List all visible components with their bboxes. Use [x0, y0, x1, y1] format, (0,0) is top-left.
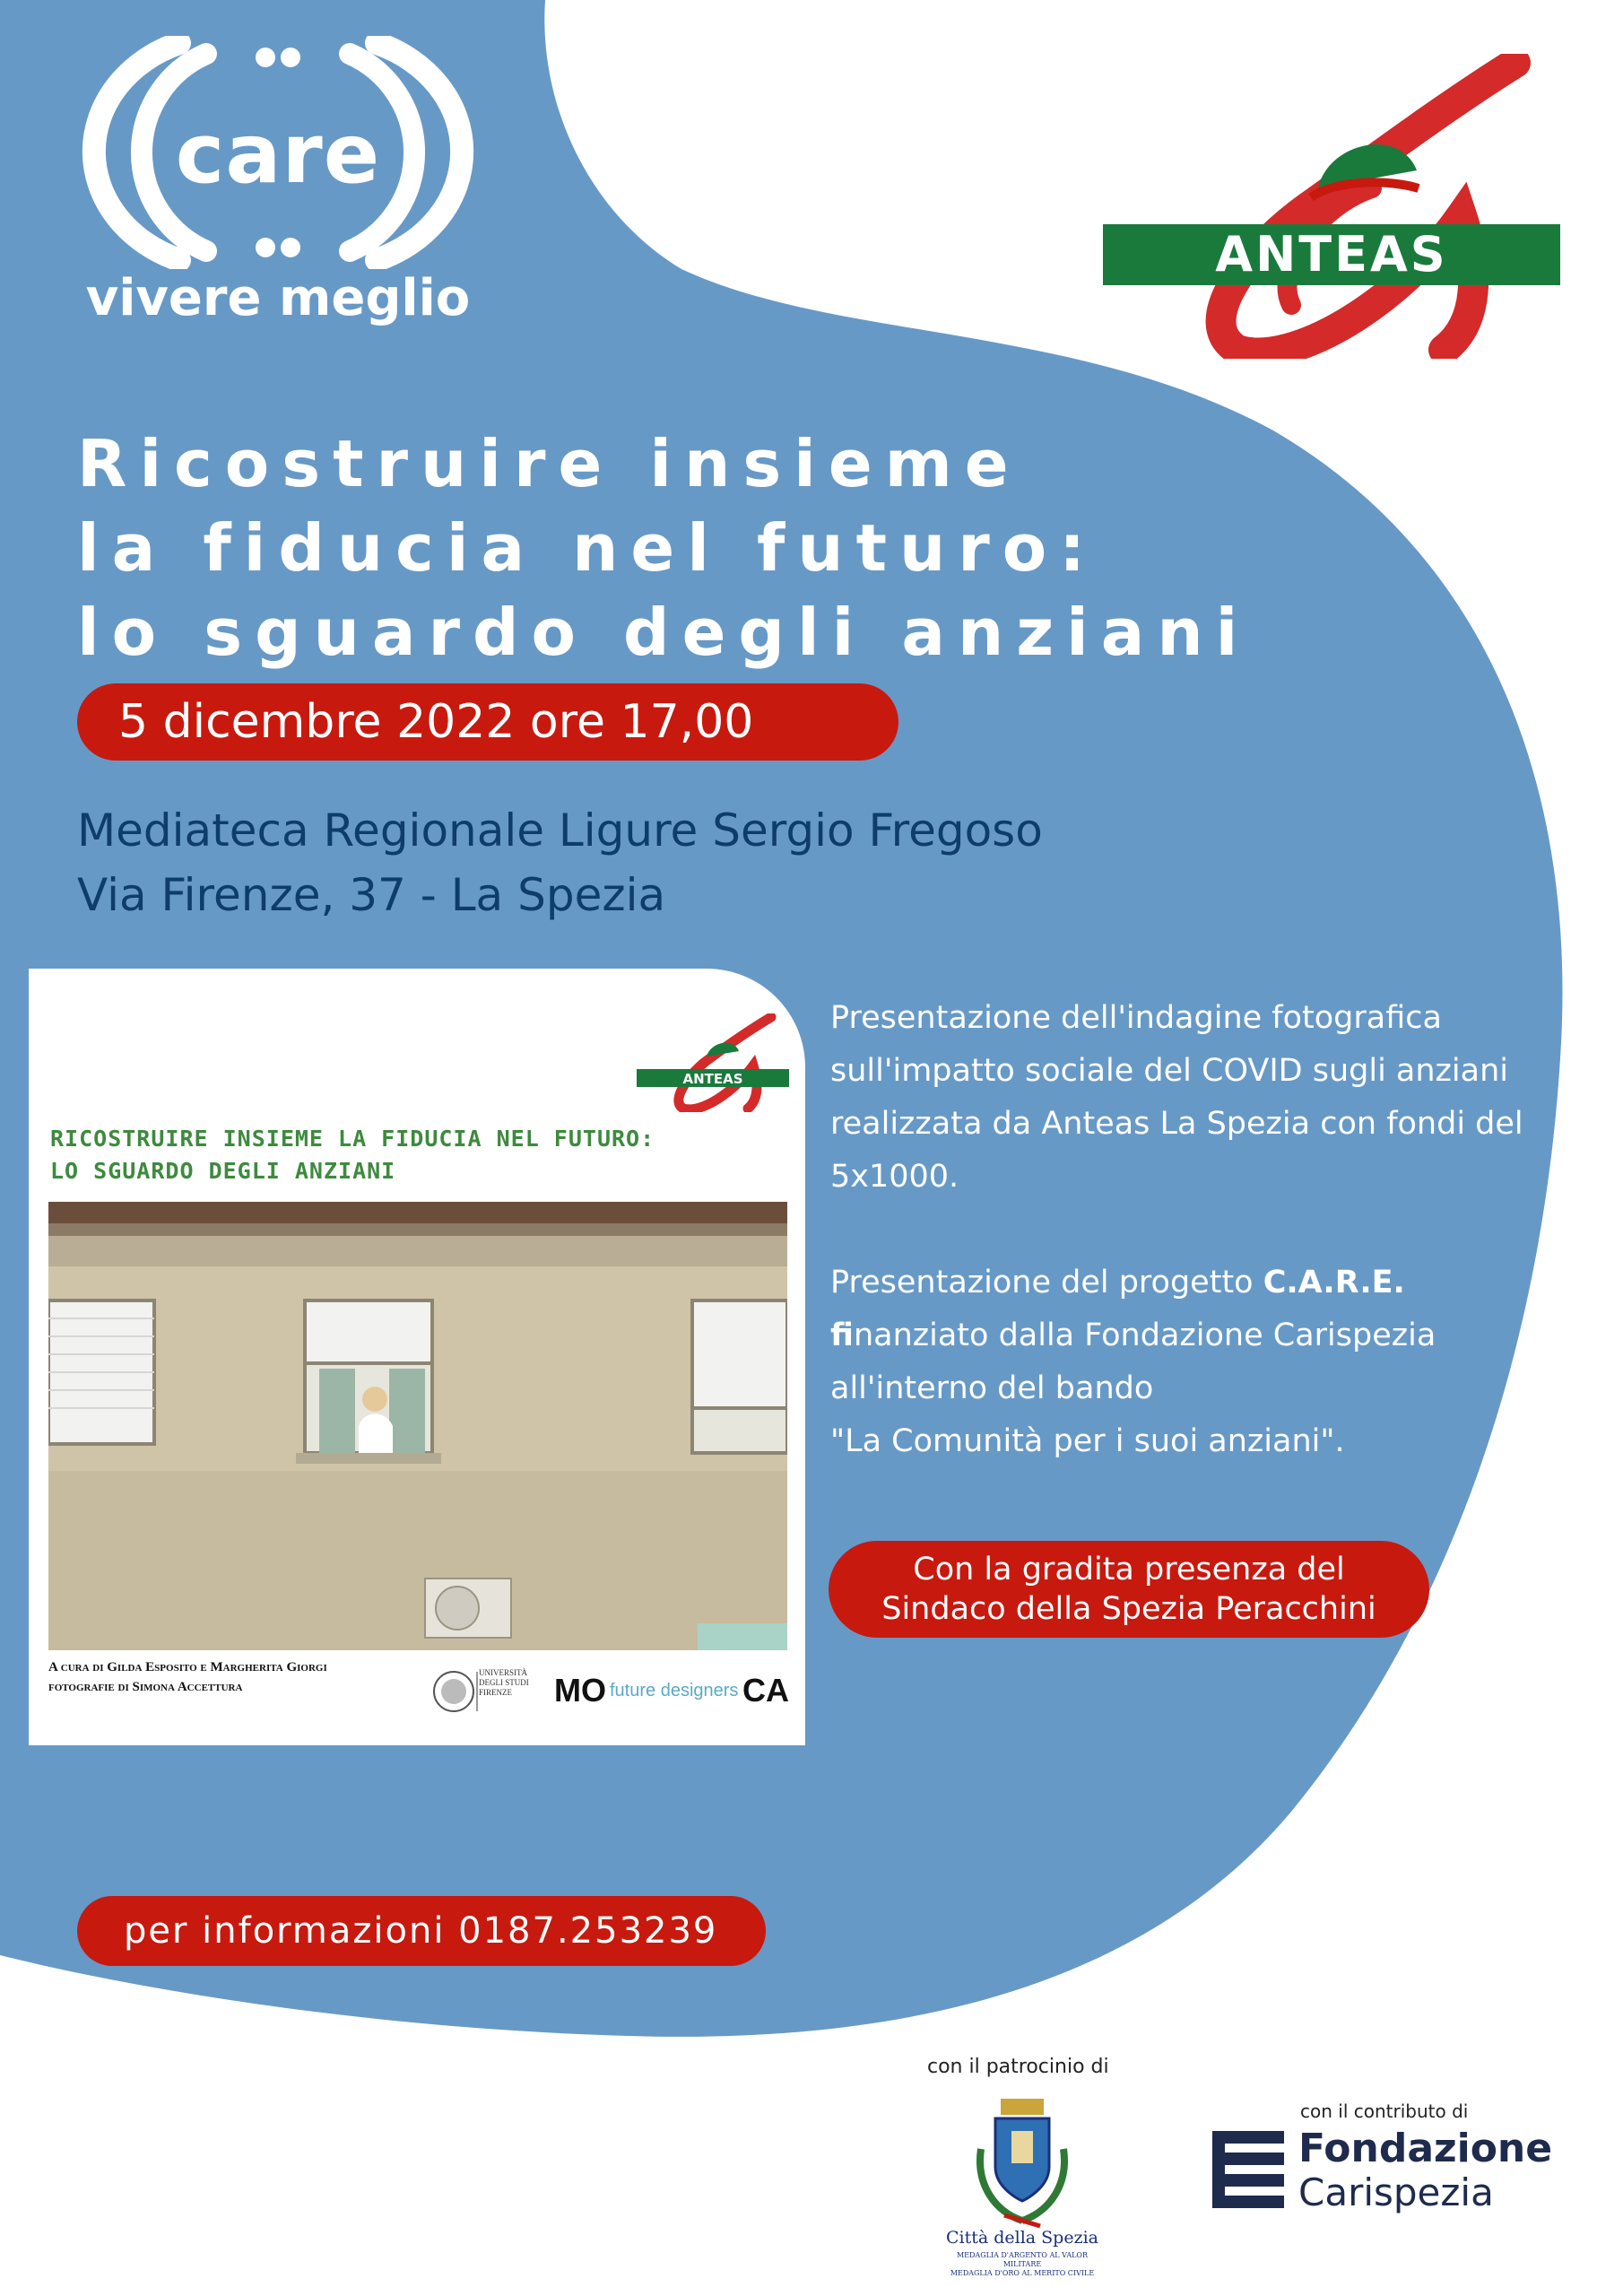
anteas-wordmark: ANTEAS: [1215, 226, 1448, 283]
city-medals: MEDAGLIA D'ARGENTO AL VALOR MILITARE MEDAGLIA D'ORO AL MERITO CIVILE: [950, 2251, 1095, 2277]
fondazione-logo-icon: [1212, 2131, 1284, 2208]
anteas-a-icon: [1103, 54, 1560, 359]
care-tagline: vivere meglio: [85, 269, 471, 327]
event-description: [830, 992, 1548, 1468]
anteas-logo: [1103, 54, 1560, 359]
description-fi: fi: [830, 1318, 854, 1353]
anteas-small-word: ANTEAS: [682, 1071, 743, 1087]
book-credits: [48, 1657, 425, 1697]
title-line-2: la fiducia nel futuro:: [77, 510, 1098, 586]
book-credit-editors: A cura di Gilda Esposito e Margherita Giorgi: [48, 1660, 327, 1674]
venue: [77, 798, 1043, 927]
description-project-intro: Presentazione del progetto: [830, 1265, 1263, 1300]
mayor-line-2: Sindaco della Spezia Peracchini: [881, 1591, 1376, 1627]
mo-logo: MO: [554, 1672, 606, 1709]
building-photo: [48, 1202, 787, 1650]
book-title-line-1: RICOSTRUIRE INSIEME LA FIDUCIA NEL FUTURO:: [50, 1126, 655, 1152]
date-pill: 5 dicembre 2022 ore 17,00: [77, 683, 898, 761]
book-cover: [29, 969, 805, 1745]
book-credit-photos: fotografie di Simona Accettura: [48, 1680, 243, 1694]
book-title: [50, 1123, 785, 1187]
care-wordmark: care: [175, 106, 381, 202]
info-pill: per informazioni 0187.253239: [77, 1896, 766, 1966]
title-line-1: Ricostruire insieme: [77, 426, 1021, 501]
title-line-3: lo sguardo degli anziani: [77, 595, 1251, 670]
city-crest-icon: [968, 2095, 1076, 2230]
venue-name: Mediateca Regionale Ligure Sergio Fregoso: [77, 804, 1043, 857]
event-title: [77, 422, 1332, 674]
description-survey: Presentazione dell'indagine fotografica sull'impatto sociale del COVID sugli anziani realizzata da Anteas La Spezia con fondi del 5x1000.: [830, 1000, 1523, 1195]
venue-address: Via Firenze, 37 - La Spezia: [77, 869, 666, 921]
description-care: C.A.R.E.: [1263, 1265, 1405, 1300]
description-funding: nanziato dalla Fondazione Carispezia all'interno del bando: [830, 1318, 1436, 1406]
city-name: Città della Spezia: [945, 2228, 1099, 2248]
mayor-line-1: Con la gradita presenza del: [913, 1552, 1345, 1587]
anteas-small-logo-icon: [637, 1013, 789, 1112]
university-name: UNIVERSITÀ DEGLI STUDI FIRENZE: [479, 1668, 529, 1697]
future-designers-logo: future designers: [610, 1681, 739, 1700]
fondazione-name: Fondazione: [1298, 2126, 1553, 2171]
description-bando: "La Comunità per i suoi anziani".: [830, 1423, 1345, 1459]
mayor-pill: [829, 1541, 1429, 1638]
ca-logo: CA: [742, 1672, 789, 1709]
book-title-line-2: LO SGUARDO DEGLI ANZIANI: [50, 1158, 396, 1184]
description-project: [830, 1257, 1548, 1468]
care-logo: [72, 36, 484, 341]
contribution-label: con il contributo di: [1300, 2100, 1469, 2122]
patronage-label: con il patrocinio di: [927, 2056, 1109, 2078]
fondazione-city: Carispezia: [1298, 2170, 1494, 2214]
